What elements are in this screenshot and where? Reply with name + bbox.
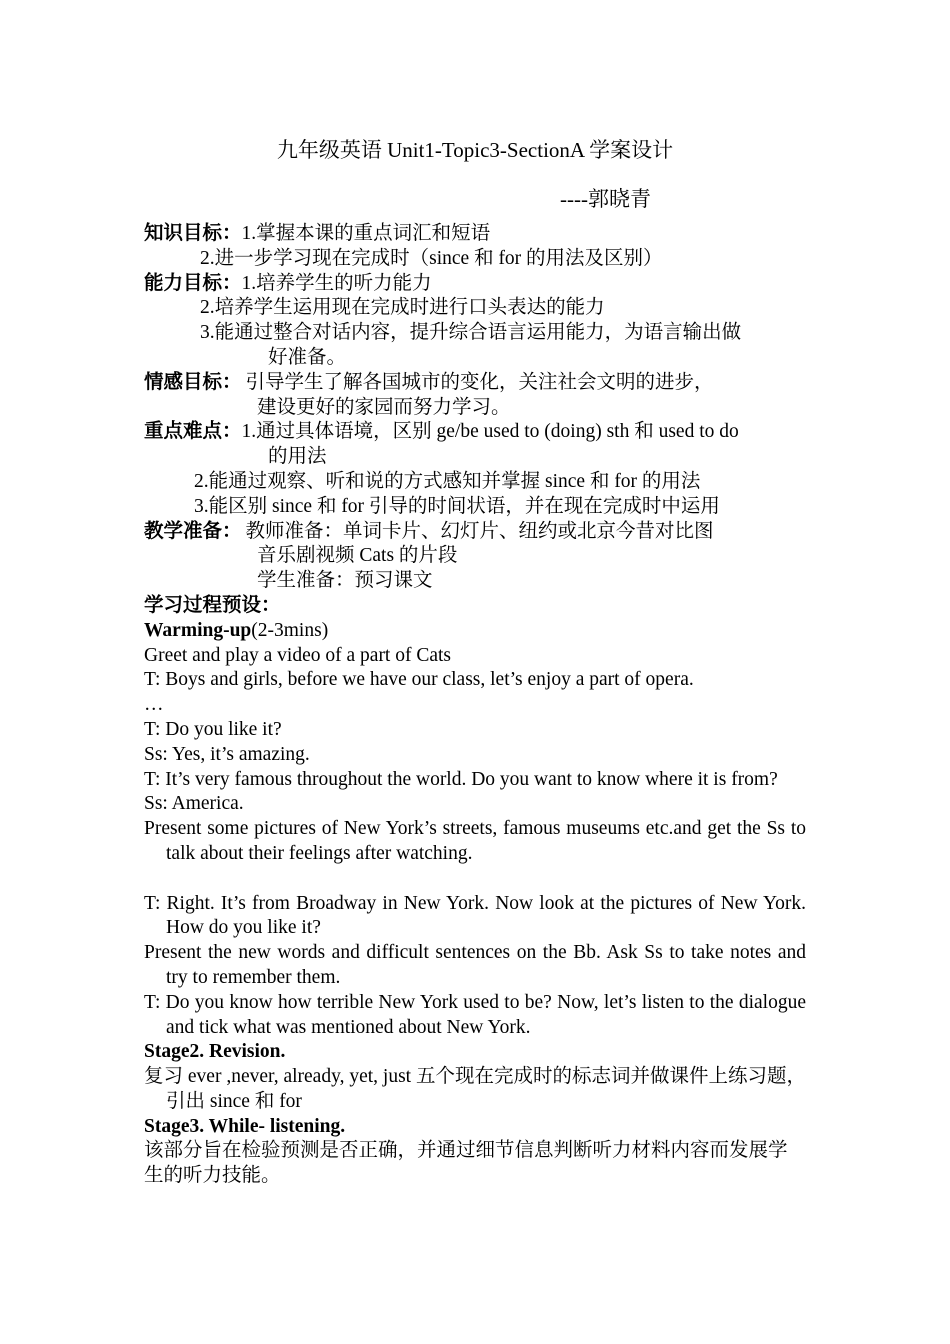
ability-objective-item: 1.培养学生的听力能力 [241, 272, 432, 294]
stage2-text: 复习 ever ,never, already, yet, just 五个现在完成时的标志词并做课件上练习题，引出 since 和 for [144, 1066, 806, 1112]
process-heading: 学习过程预设： [144, 594, 281, 616]
process-line: T: Right. It’s from Broadway in New York. Now look at the pictures of New York. How do you like it? [144, 892, 806, 939]
key-point-item: 3.能区别 since 和 for 引导的时间状语，并在现在完成时中运用 [194, 495, 720, 517]
process-line: … [144, 694, 164, 716]
ability-objective [144, 272, 806, 297]
warmup-heading [144, 619, 806, 644]
ability-objective-item: 2.培养学生运用现在完成时进行口头表达的能力 [200, 297, 605, 319]
process-line: Present the new words and difficult sentences on the Bb. Ask Ss to take notes and try to remember them. [144, 942, 806, 988]
stage2-heading: Stage2. Revision. [144, 1041, 286, 1063]
process-line: T: Boys and girls, before we have our class, let’s enjoy a part of opera. [144, 669, 694, 691]
teaching-preparation [144, 520, 806, 545]
process-line: T: Do you know how terrible New York used to be? Now, let’s listen to the dialogue and tick what was mentioned about New York. [144, 991, 806, 1038]
warmup-title: Warming-up [144, 619, 252, 641]
process-line: Present some pictures of New York’s streets, famous museums etc.and get the Ss to talk about their feelings after watching. [144, 818, 806, 864]
key-point-item: 2.能通过观察、听和说的方式感知并掌握 since 和 for 的用法 [194, 470, 701, 492]
process-line: Ss: America. [144, 793, 244, 815]
key-points-label: 重点难点： [144, 421, 242, 443]
document-body [144, 222, 806, 1189]
process-line: Greet and play a video of a part of Cats [144, 644, 452, 666]
ability-objective-label: 能力目标： [144, 272, 242, 294]
emotion-objective [144, 371, 806, 396]
teaching-preparation-text: 学生准备：预习课文 [257, 570, 433, 592]
key-points [144, 420, 806, 445]
ability-objective-item: 3.能通过整合对话内容，提升综合语言运用能力，为语言输出做 [200, 322, 742, 344]
teaching-preparation-label: 教学准备： [144, 520, 242, 542]
teaching-preparation-text: 音乐剧视频 Cats 的片段 [257, 545, 458, 567]
emotion-objective-label: 情感目标： [144, 371, 242, 393]
document-author: ----郭晓青 [560, 187, 651, 211]
process-line: Ss: Yes, it’s amazing. [144, 743, 310, 765]
emotion-objective-text: 引导学生了解各国城市的变化，关注社会文明的进步， [245, 371, 714, 393]
knowledge-objective-item: 2.进一步学习现在完成时（since 和 for 的用法及区别） [200, 247, 663, 269]
knowledge-objective [144, 222, 806, 247]
ability-objective-item: 好准备。 [268, 346, 347, 368]
warmup-time: (2-3mins) [251, 619, 329, 641]
document-title: 九年级英语 Unit1-Topic3-SectionA 学案设计 [276, 138, 674, 162]
knowledge-objective-item: 1.掌握本课的重点词汇和短语 [241, 223, 491, 244]
teaching-preparation-text: 教师准备：单词卡片、幻灯片、纽约或北京今昔对比图 [245, 520, 714, 542]
stage3-heading: Stage3. While- listening. [144, 1115, 346, 1137]
process-line: T: It’s very famous throughout the world. Do you want to know where it is from? [144, 768, 778, 790]
stage3-text: 该部分旨在检验预测是否正确，并通过细节信息判断听力材料内容而发展学生的听力技能。 [144, 1140, 788, 1187]
process-line: T: Do you like it? [144, 718, 282, 740]
knowledge-objective-label: 知识目标： [144, 223, 242, 244]
emotion-objective-text: 建设更好的家园而努力学习。 [257, 396, 511, 418]
key-point-item: 的用法 [268, 446, 327, 468]
blank-line [144, 867, 806, 892]
key-point-item: 1.通过具体语境，区别 ge/be used to (doing) sth 和 used to do [241, 421, 739, 443]
